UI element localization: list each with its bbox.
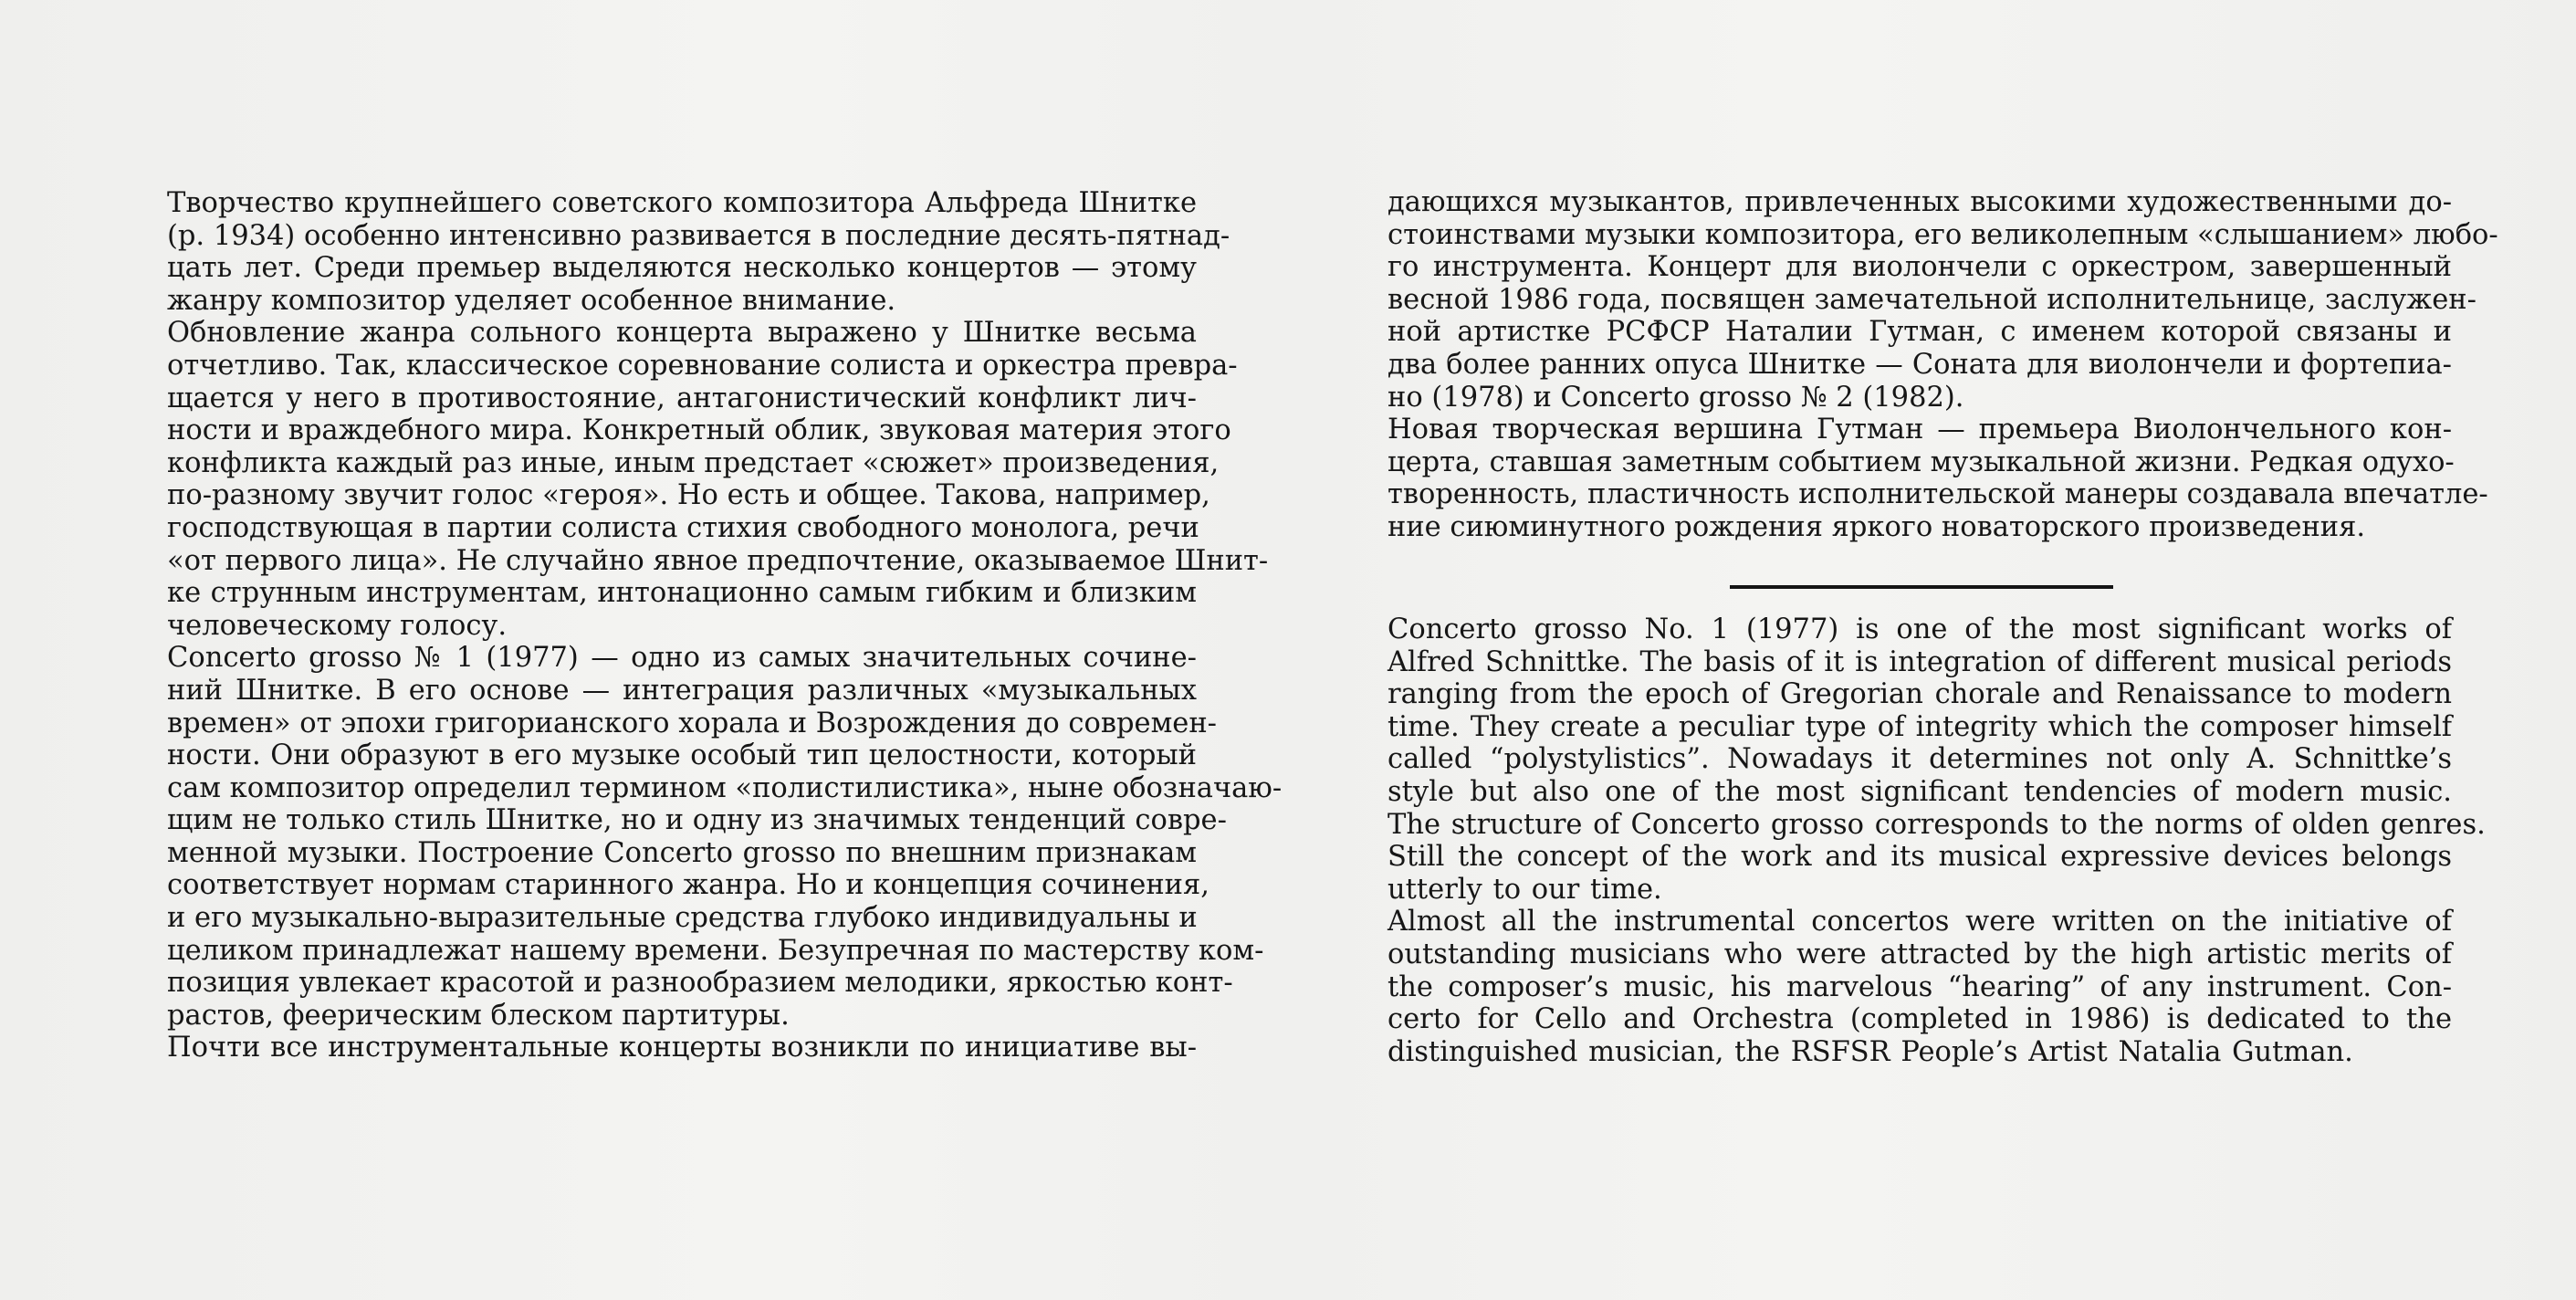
- left-text-column: [167, 187, 1283, 1064]
- text-line: (р. 1934) особенно интенсивно развивается в последние десять-пятнад-: [167, 219, 1230, 252]
- text-line: целиком принадлежат нашему времени. Безупречная по мастерству ком-: [167, 934, 1264, 967]
- text-line: отчетливо. Так, классическое соревнование солиста и оркестра превра-: [167, 349, 1238, 382]
- text-line: стоинствами музыки композитора, его великолепным «слышанием» любо-: [1387, 218, 2498, 251]
- text-line: конфликта каждый раз иные, иным предстает «сюжет» произведения,: [167, 446, 1220, 479]
- text-line: и его музыкально-выразительные средства глубоко индивидуальны и: [167, 902, 1198, 935]
- text-line: щим не только стиль Шнитке, но и одну из значимых тенденций совре-: [167, 804, 1227, 837]
- text-line: дающихся музыкантов, привлеченных высокими художественными до-: [1387, 186, 2452, 218]
- text-line: человеческому голосу.: [167, 609, 508, 642]
- text-line: certo for Cello and Orchestra (completed in 1986) is dedicated to the: [1387, 1003, 2452, 1036]
- text-line: го инструмента. Концерт для виолончели с оркестром, завершенный: [1387, 251, 2452, 284]
- text-line: ние сиюминутного рождения яркого новаторского произведения.: [1387, 510, 2366, 543]
- text-line: time. They create a peculiar type of integrity which the composer himself: [1387, 710, 2452, 743]
- text-line: растов, феерическим блеском партитуры.: [167, 999, 790, 1032]
- text-line: позиция увлекает красотой и разнообразием мелодики, яркостью конт-: [167, 967, 1233, 1000]
- paragraph-intro: [167, 187, 1230, 317]
- text-line: Concerto grosso № 1 (1977) — одно из самых значительных сочине-: [167, 642, 1197, 675]
- paragraph-initiative: [167, 1032, 1197, 1064]
- text-line: Alfred Schnittke. The basis of it is integration of different musical periods: [1387, 645, 2452, 678]
- text-line: Творчество крупнейшего советского композитора Альфреда Шнитке: [167, 187, 1197, 219]
- text-line: The structure of Concerto grosso corresponds to the norms of olden genres.: [1387, 808, 2486, 841]
- paragraph-renewal: [167, 317, 1269, 642]
- right-text-column-ru: [1387, 186, 2498, 544]
- text-line: сам композитор определил термином «полистилистика», ныне обозначаю-: [167, 771, 1283, 804]
- paragraph-gutman: [1387, 414, 2488, 543]
- text-line: Concerto grosso No. 1 (1977) is one of the most significant works of: [1387, 613, 2452, 645]
- text-line: style but also one of the most significant tendencies of modern music.: [1387, 775, 2452, 808]
- text-line: щается у него в противостояние, антагонистический конфликт лич-: [167, 382, 1197, 414]
- text-line: ности и враждебного мира. Конкретный облик, звуковая материя этого: [167, 414, 1231, 447]
- text-line: церта, ставшая заметным событием музыкальной жизни. Редкая одухо-: [1387, 446, 2455, 478]
- text-line: но (1978) и Concerto grosso № 2 (1982).: [1387, 381, 1964, 414]
- text-line: по-разному звучит голос «героя». Но есть и общее. Такова, например,: [167, 479, 1210, 512]
- right-text-column-en: [1387, 613, 2486, 1068]
- text-line: ний Шнитке. В его основе — интеграция различных «музыкальных: [167, 674, 1197, 707]
- text-line: ranging from the epoch of Gregorian chorale and Renaissance to modern: [1387, 678, 2452, 711]
- text-line: менной музыки. Построение Concerto grosso по внешним признакам: [167, 836, 1197, 869]
- paragraph-concerto-grosso: [167, 642, 1283, 1032]
- text-line: жанру композитор уделяет особенное внимание.: [167, 284, 896, 317]
- text-line: called “polystylistics”. Nowadays it determines not only A. Schnittke’s: [1387, 743, 2452, 776]
- text-line: ности. Они образуют в его музыке особый тип целостности, который: [167, 739, 1197, 772]
- text-line: весной 1986 года, посвящен замечательной исполнительнице, заслужен-: [1387, 283, 2477, 316]
- text-line: Обновление жанра сольного концерта выражено у Шнитке весьма: [167, 317, 1197, 350]
- section-divider: [1730, 585, 2113, 589]
- text-line: Still the concept of the work and its musical expressive devices belongs: [1387, 841, 2452, 874]
- paragraph-en-concertos: [1387, 906, 2452, 1068]
- text-line: ной артистке РСФСР Наталии Гутман, с именем которой связаны и: [1387, 316, 2452, 349]
- text-line: ке струнным инструментам, интонационно самым гибким и близким: [167, 577, 1197, 610]
- text-line: Новая творческая вершина Гутман — премьера Виолончельного кон-: [1387, 414, 2452, 446]
- paragraph-continuation: [1387, 186, 2498, 414]
- text-line: цать лет. Среди премьер выделяются несколько концертов — этому: [167, 252, 1197, 285]
- text-line: Почти все инструментальные концерты возникли по инициативе вы-: [167, 1032, 1197, 1064]
- text-line: outstanding musicians who were attracted by the high artistic merits of: [1387, 938, 2452, 970]
- text-line: господствующая в партии солиста стихия свободного монолога, речи: [167, 511, 1199, 544]
- text-line: творенность, пластичность исполнительской манеры создавала впечатле-: [1387, 478, 2488, 511]
- text-line: времен» от эпохи григорианского хорала и Возрождения до современ-: [167, 707, 1217, 739]
- text-line: utterly to our time.: [1387, 873, 1662, 906]
- text-line: соответствует нормам старинного жанра. Но и концепция сочинения,: [167, 869, 1209, 902]
- text-line: distinguished musician, the RSFSR People’s Artist Natalia Gutman.: [1387, 1035, 2353, 1068]
- text-line: «от первого лица». Не случайно явное предпочтение, оказываемое Шнит-: [167, 544, 1269, 577]
- text-line: Almost all the instrumental concertos were written on the initiative of: [1387, 906, 2452, 938]
- text-line: the composer’s music, his marvelous “hearing” of any instrument. Con-: [1387, 970, 2452, 1003]
- paragraph-en-concerto-grosso: [1387, 613, 2486, 906]
- text-line: два более ранних опуса Шнитке — Соната для виолончели и фортепиа-: [1387, 348, 2452, 381]
